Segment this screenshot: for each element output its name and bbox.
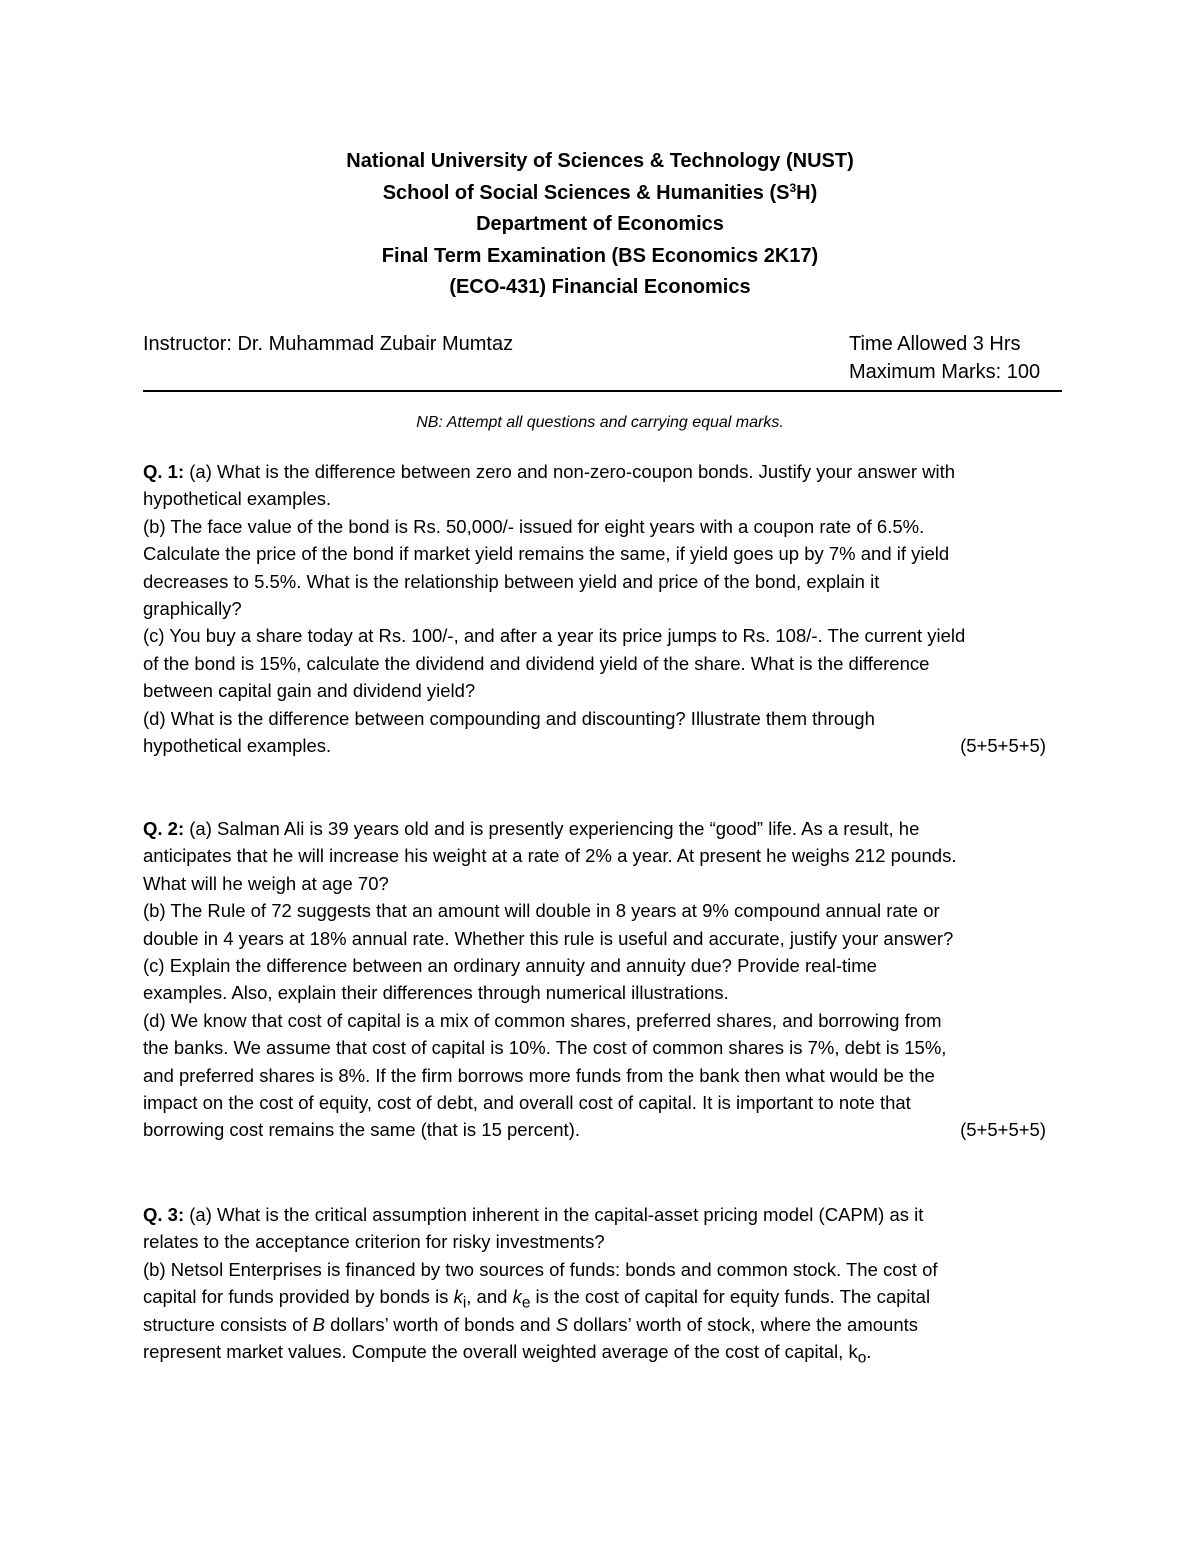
question-line: (b) Netsol Enterprises is financed by two sources of funds: bonds and common stock. The cost of (143, 1258, 938, 1280)
question-line: structure consists of B dollars’ worth of bonds and S dollars’ worth of stock, where the amounts (143, 1313, 918, 1335)
question-line: hypothetical examples. (143, 488, 332, 510)
question-line: graphically? (143, 597, 242, 619)
question-line: relates to the acceptance criterion for risky investments? (143, 1231, 605, 1253)
question-line: represent market values. Compute the overall weighted average of the cost of capital, $k_o$. (143, 1340, 872, 1367)
question-line: double in 4 years at 18% annual rate. Whether this rule is useful and accurate, justify your answer? (143, 927, 954, 949)
question-line: borrowing cost remains the same (that is 15 percent). (5+5+5+5) (143, 1116, 1068, 1143)
question-1 (143, 458, 1068, 759)
question-label: Q. 2: (143, 818, 185, 839)
marks-allocation: (5+5+5+5) (960, 734, 1046, 756)
university-name: National University of Sciences & Technology (NUST) (346, 150, 854, 172)
time-allowed: Time Allowed 3 Hrs (849, 333, 1021, 355)
question-line: and preferred shares is 8%. If the firm borrows more funds from the bank then what would be the (143, 1064, 935, 1086)
question-line: hypothetical examples. (5+5+5+5) (143, 732, 1068, 759)
question-line: between capital gain and dividend yield? (143, 680, 476, 702)
course-title: (ECO-431) Financial Economics (449, 276, 751, 298)
question-2 (143, 815, 1068, 1144)
instructions-note: NB: Attempt all questions and carrying equal marks. (416, 414, 784, 431)
question-line: (c) You buy a share today at Rs. 100/-, and after a year its price jumps to Rs. 108/-. The current yield (143, 625, 966, 647)
question-line: the banks. We assume that cost of capital is 10%. The cost of common shares is 7%, debt is 15%, (143, 1037, 947, 1059)
question-line: (b) The Rule of 72 suggests that an amount will double in 8 years at 9% compound annual rate or (143, 900, 940, 922)
question-line: capital for funds provided by bonds is $k_i$, and $k_e$ is the cost of capital for equity funds. The capital (143, 1286, 931, 1312)
header-divider (143, 390, 1062, 392)
question-line: of the bond is 15%, calculate the dividend and dividend yield of the share. What is the difference (143, 652, 930, 674)
question-line: Q. 3: (a) What is the critical assumption inherent in the capital-asset pricing model (CAPM) as it (143, 1204, 924, 1225)
question-line: (d) We know that cost of capital is a mix of common shares, preferred shares, and borrowing from (143, 1009, 942, 1031)
question-line: decreases to 5.5%. What is the relationship between yield and price of the bond, explain it (143, 570, 880, 592)
instructor-name: Instructor: Dr. Muhammad Zubair Mumtaz (143, 333, 514, 355)
question-line: (c) Explain the difference between an ordinary annuity and annuity due? Provide real-time (143, 954, 877, 976)
exam-header (0, 146, 1200, 304)
time-and-marks (849, 330, 1040, 386)
question-line: impact on the cost of equity, cost of debt, and overall cost of capital. It is important to note that (143, 1091, 911, 1113)
marks-allocation: (5+5+5+5) (960, 1119, 1046, 1141)
question-line: Calculate the price of the bond if market yield remains the same, if yield goes up by 7% and if yield (143, 543, 950, 565)
department-name: Department of Economics (476, 213, 724, 235)
question-line: examples. Also, explain their differences through numerical illustrations. (143, 982, 729, 1004)
question-3 (143, 1201, 1068, 1365)
question-line: anticipates that he will increase his weight at a rate of 2% a year. At present he weighs 212 pounds. (143, 845, 957, 867)
school-name: School of Social Sciences & Humanities $(S^3H)$ (382, 180, 818, 204)
exam-title: Final Term Examination (BS Economics 2K17) (381, 244, 819, 267)
question-label: Q. 1: (143, 461, 185, 482)
question-line: Q. 1: (a) What is the difference between zero and non-zero-coupon bonds. Justify your answer with (143, 461, 956, 482)
question-label: Q. 3: (143, 1204, 185, 1225)
question-line: Q. 2: (a) Salman Ali is 39 years old and is presently experiencing the “good” life. As a result, he (143, 818, 920, 839)
question-line: What will he weigh at age 70? (143, 872, 389, 894)
maximum-marks: Maximum Marks: 100 (849, 361, 1041, 383)
question-line: (b) The face value of the bond is Rs. 50,000/- issued for eight years with a coupon rate of 6.5%. (143, 515, 925, 537)
question-line: (d) What is the difference between compounding and discounting? Illustrate them through (143, 707, 875, 729)
